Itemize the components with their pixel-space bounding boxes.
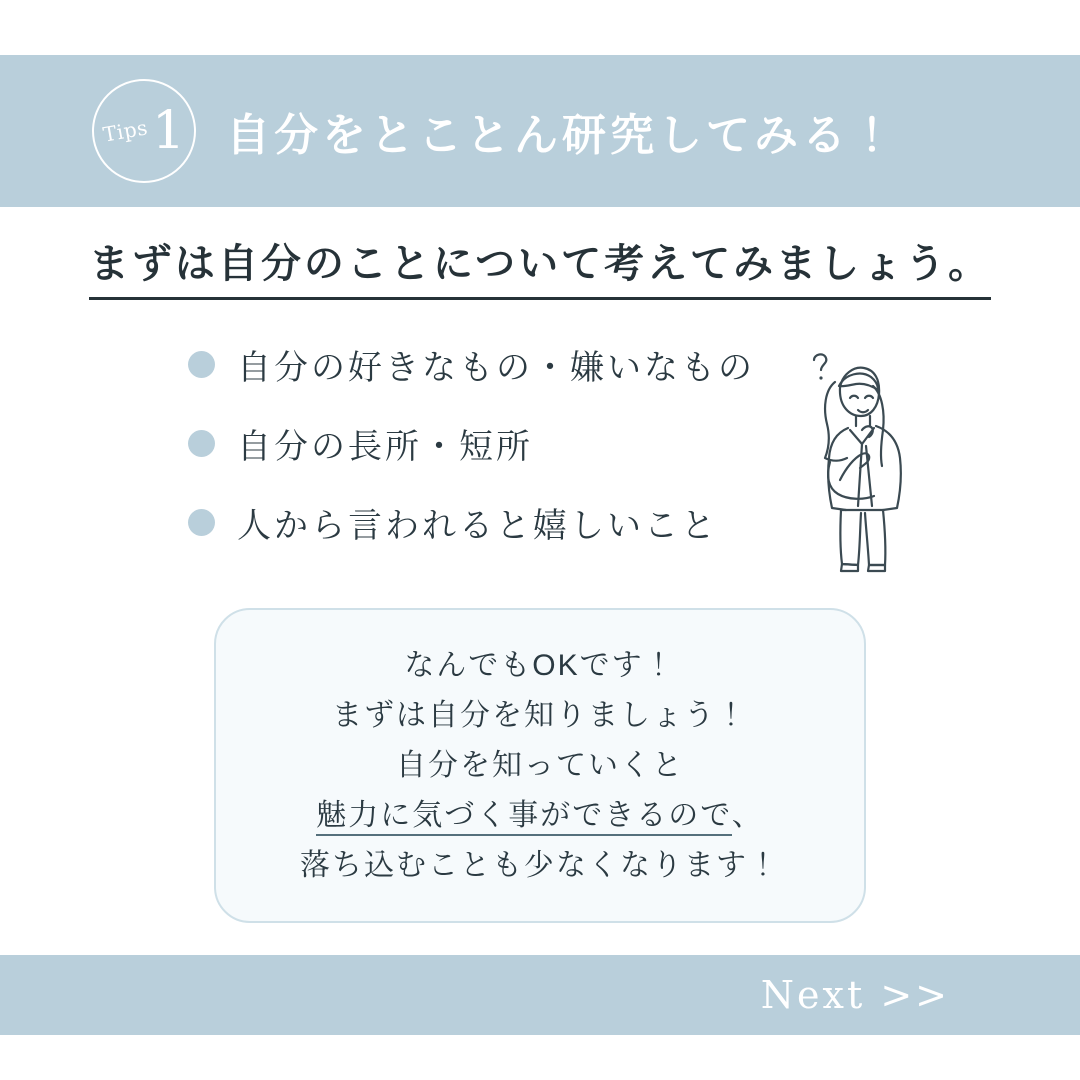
thinking-woman-icon bbox=[778, 330, 978, 590]
page-title: 自分をとことん研究してみる！ bbox=[226, 111, 898, 160]
note-underlined-tail: 、 bbox=[731, 798, 764, 832]
tips-badge bbox=[92, 79, 196, 183]
bullet-dot-icon bbox=[188, 509, 215, 536]
note-line-underlined bbox=[316, 791, 763, 841]
tips-badge-word: Tips bbox=[101, 115, 150, 147]
note-line: まずは自分を知りましょう！ bbox=[332, 698, 748, 732]
bullet-list bbox=[188, 340, 808, 577]
thinking-woman-illustration bbox=[778, 330, 978, 590]
note-line: 落ち込むことも少なくなります！ bbox=[300, 848, 780, 882]
note-line: なんでもOKです！ bbox=[404, 648, 676, 682]
bullet-dot-icon bbox=[188, 351, 215, 378]
footer-band bbox=[0, 955, 1080, 1035]
note-line: 自分を知っていくと bbox=[396, 748, 684, 782]
list-item-label: 自分の好きなもの・嫌いなもの bbox=[237, 349, 755, 387]
list-item-label: 人から言われると嬉しいこと bbox=[237, 507, 718, 545]
lead-heading-wrap bbox=[0, 232, 1080, 300]
lead-heading: まずは自分のことについて考えてみましょう。 bbox=[89, 232, 991, 300]
list-item bbox=[188, 498, 808, 547]
bullet-dot-icon bbox=[188, 430, 215, 457]
note-underlined-text: 魅力に気づく事ができるので bbox=[316, 799, 731, 836]
tips-badge-number: 1 bbox=[152, 101, 186, 161]
list-item bbox=[188, 340, 808, 389]
list-item-label: 自分の長所・短所 bbox=[237, 428, 533, 466]
list-item bbox=[188, 419, 808, 468]
note-box bbox=[214, 608, 866, 923]
next-button[interactable]: Next >> bbox=[760, 973, 950, 1017]
header-band bbox=[0, 55, 1080, 207]
